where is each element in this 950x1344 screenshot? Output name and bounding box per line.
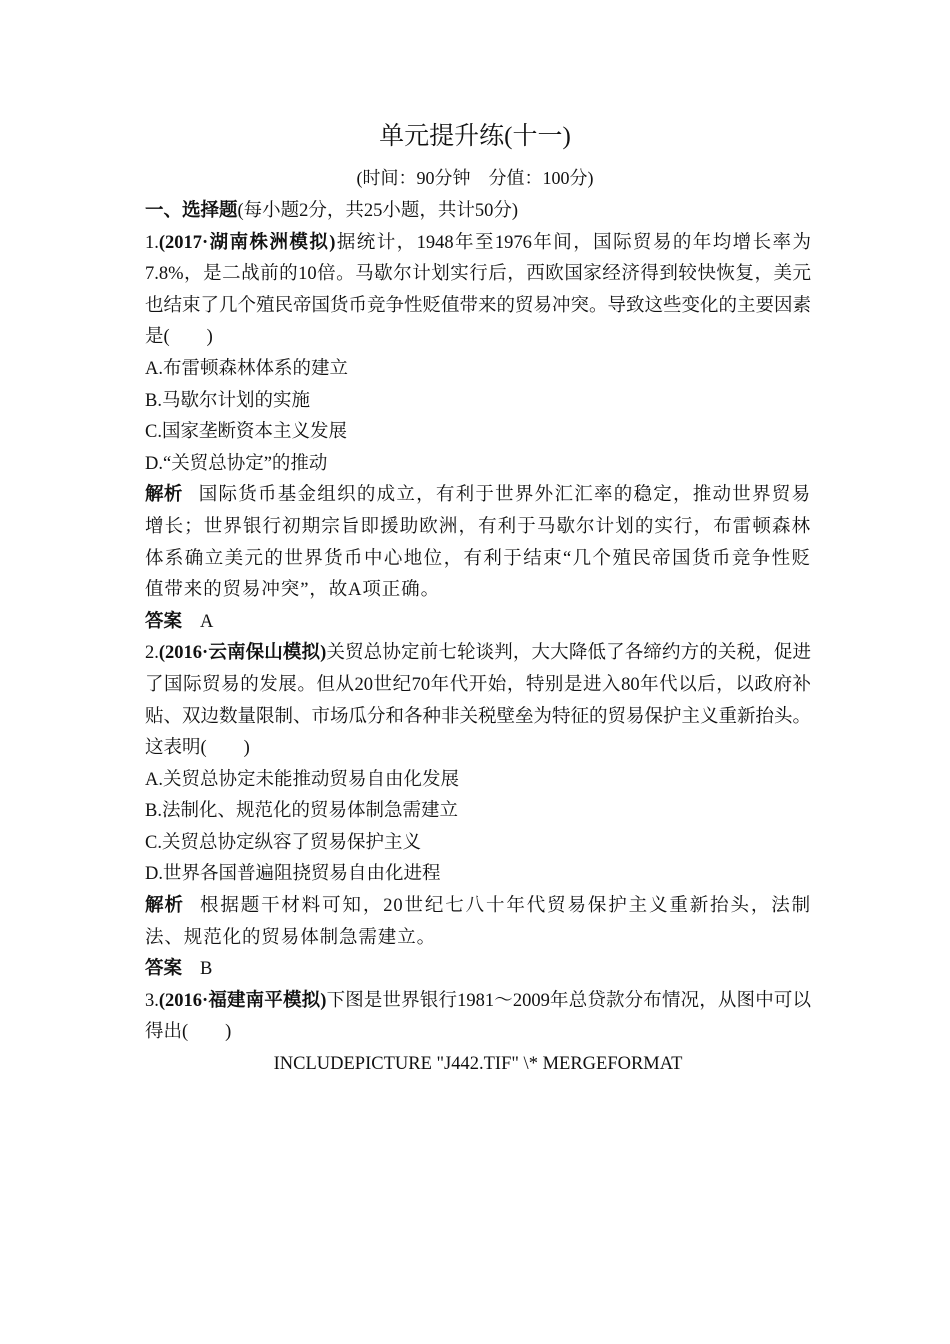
question-1-analysis-text: 国际货币基金组织的成立，有利于世界外汇汇率的稳定，推动世界贸易增长；世界银行初期宗旨即援助欧洲，有利于马歇尔计划的实行，布雷顿森林体系确立美元的世界货币中心地位，有利于结束“几个殖民帝国货币竞争性贬值带来的贸易冲突”，故A项正确。: [145, 485, 811, 601]
question-1-source: (2017·湖南株洲模拟): [158, 232, 336, 253]
question-2-option-a: A.关贸总协定未能推动贸易自由化发展: [145, 769, 459, 790]
document-body: [145, 196, 811, 1081]
question-2-stem: [145, 638, 811, 764]
question-1-option-a: A.布雷顿森林体系的建立: [145, 358, 348, 379]
question-1-option-d: D.“关贸总协定”的推动: [145, 453, 328, 474]
question-2-analysis-label: 解析: [145, 896, 184, 917]
question-2-answer: [145, 954, 811, 986]
question-3-stem: [145, 986, 811, 1049]
question-1-stem: [145, 228, 811, 354]
question-3-text: 下图是世界银行1981～2009年总贷款分布情况，从图中可以得出( ): [145, 990, 811, 1043]
question-2-answer-label: 答案: [145, 959, 183, 980]
question-2-option-b: B.法制化、规范化的贸易体制急需建立: [145, 801, 458, 822]
question-1-answer: [145, 607, 811, 639]
question-2-option-c: C.关贸总协定纵容了贸易保护主义: [145, 832, 421, 853]
question-1-option-b: B.马歇尔计划的实施: [145, 390, 310, 411]
question-1-analysis: [145, 480, 811, 606]
question-2-text: 关贸总协定前七轮谈判，大大降低了各缔约方的关税，促进了国际贸易的发展。但从20世纪70年代开始，特别是进入80年代以后，以政府补贴、双边数量限制、市场瓜分和各种非关税壁垒为特征的贸易保护主义重新抬头。这表明( ): [145, 643, 812, 759]
question-1-answer-label: 答案: [145, 611, 183, 632]
section-title: 一、选择题: [145, 201, 238, 221]
question-2-source: (2016·云南保山模拟): [158, 643, 327, 664]
page-subtitle: (时间：90分钟 分值：100分): [356, 168, 594, 188]
page-title: 单元提升练(十一): [379, 123, 571, 150]
question-2-analysis: [145, 891, 811, 954]
section-heading: [145, 196, 811, 228]
question-1-answer-value: A: [200, 611, 214, 632]
question-1-number: 1.: [145, 232, 159, 253]
question-2-number: 2.: [145, 643, 159, 664]
section-note: (每小题2分，共25小题，共计50分): [237, 201, 519, 221]
question-1-text: 据统计，1948年至1976年间，国际贸易的年均增长率为7.8%，是二战前的10倍。马歇尔计划实行后，西欧国家经济得到较快恢复，美元也结束了几个殖民帝国货币竞争性贬值带来的贸易冲突。导致这些变化的主要因素是( ): [145, 232, 812, 348]
question-3-number: 3.: [145, 990, 159, 1011]
question-3-figure-field-code: INCLUDEPICTURE "J442.TIF" \* MERGEFORMAT: [273, 1054, 683, 1075]
question-1-analysis-label: 解析: [145, 485, 183, 506]
question-3-source: (2016·福建南平模拟): [158, 990, 327, 1011]
question-2-answer-value: B: [200, 959, 213, 980]
question-1-option-c: C.国家垄断资本主义发展: [145, 422, 347, 443]
question-2-option-d: D.世界各国普遍阻挠贸易自由化进程: [145, 864, 441, 885]
question-2-analysis-text: 根据题干材料可知，20世纪七八十年代贸易保护主义重新抬头，法制法、规范化的贸易体制急需建立。: [145, 896, 811, 948]
